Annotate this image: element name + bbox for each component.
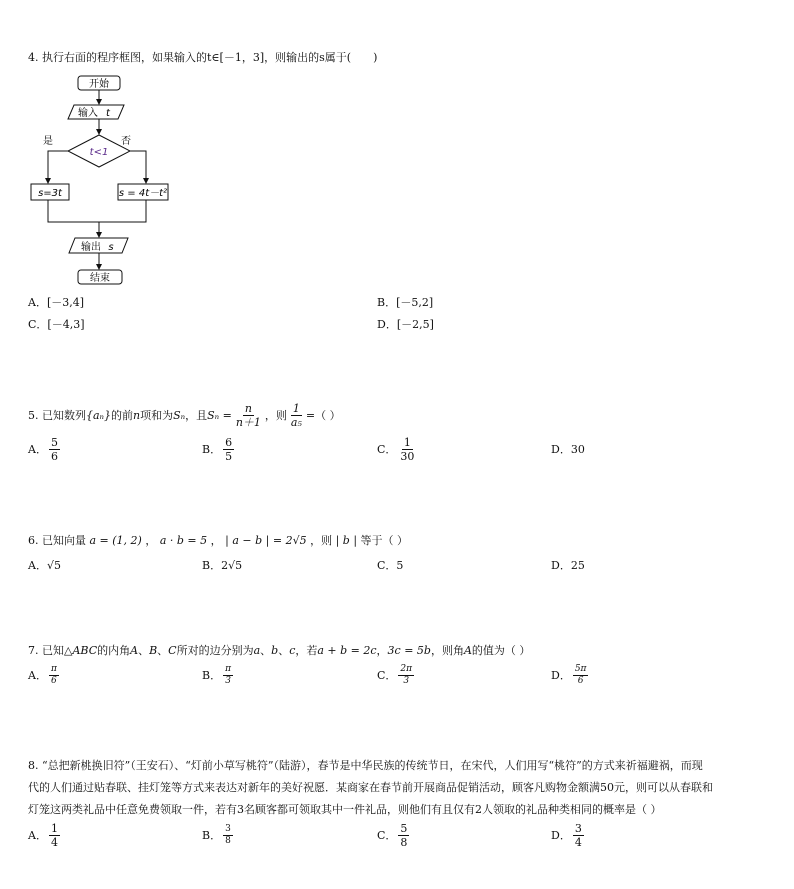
frac-num: 1 xyxy=(50,821,58,835)
q6-sep2: ， xyxy=(210,534,222,547)
q7-stem xyxy=(28,642,530,658)
flow-output-var: s xyxy=(108,242,114,253)
option-text: 25 xyxy=(570,559,585,572)
frac-den: 6 xyxy=(50,449,58,463)
q5-frac-den: n＋1 xyxy=(235,415,261,429)
option-text: [－4,3] xyxy=(47,318,85,331)
q5-mid2: 项和为 xyxy=(140,409,174,422)
flow-input-var: t xyxy=(106,108,110,119)
frac-num: π xyxy=(50,663,57,674)
option-label: C． xyxy=(377,829,397,842)
q6-absdiff: | a − b | = 2√5 xyxy=(225,534,307,547)
flow-output-text: 输出 xyxy=(81,242,101,253)
q5-sn: Sₙ xyxy=(173,408,186,422)
option-label: C． xyxy=(28,318,48,331)
option-text: √5 xyxy=(46,559,61,572)
q5-frac-num: n xyxy=(244,401,252,415)
q8-option-a[interactable] xyxy=(28,820,62,850)
option-fraction xyxy=(223,665,233,686)
option-label: D． xyxy=(377,318,397,331)
flow-decision-text: t<1 xyxy=(89,147,109,158)
option-fraction xyxy=(49,823,60,848)
q6-option-b[interactable] xyxy=(202,557,242,573)
q6-sep: ， xyxy=(145,534,157,547)
frac-den: 8 xyxy=(400,835,408,849)
q7-C: C xyxy=(168,644,177,657)
option-label: B． xyxy=(202,559,222,572)
q7-d5: ， xyxy=(376,644,388,657)
q7-eq1: a + b = 2c xyxy=(317,644,377,657)
q7-stem-f: 的值为（ ） xyxy=(471,644,531,657)
frac-num: 1 xyxy=(403,435,411,449)
option-label: A． xyxy=(28,669,47,682)
q6-absb: | b | xyxy=(335,534,358,547)
frac-den: 30 xyxy=(400,449,415,463)
q7-tri: △ABC xyxy=(64,644,98,657)
flow-input-text: 输入 xyxy=(78,108,98,119)
q6-stem-a: 6. 已知向量 xyxy=(28,534,86,547)
option-label: D． xyxy=(551,443,571,456)
q8-line-3: 灯笼这两类礼品中任意免费领取一件，若有3名顾客都可领取其中一件礼品，则他们有且仅有2人领取的礼品种类相同的概率是（ ） xyxy=(28,803,662,816)
q7-eq2: 3c = 5b xyxy=(387,644,431,657)
frac-num: 5 xyxy=(50,435,58,449)
flow-yes-label: 是 xyxy=(43,136,53,147)
option-fraction xyxy=(223,437,234,462)
option-text: 30 xyxy=(570,442,585,456)
option-label: B． xyxy=(202,829,222,842)
q7-d3: 、 xyxy=(260,644,272,657)
option-label: A． xyxy=(28,559,47,572)
q7-b: b xyxy=(271,644,279,657)
q8-line-1: 8. “总把新桃换旧符”（王安石）、“灯前小草写桃符”（陆游），春节是中华民族的传统节日，在宋代，人们用写“桃符”的方式来祈福避祸，而现 xyxy=(28,759,703,772)
option-text: [－3,4] xyxy=(46,296,85,309)
option-text: 2√5 xyxy=(221,559,243,572)
q5-option-b[interactable] xyxy=(202,434,236,464)
q6-option-a[interactable] xyxy=(28,557,61,573)
q5-stem xyxy=(28,400,341,430)
q7-d4: 、 xyxy=(278,644,290,657)
q4-flowchart xyxy=(28,72,188,292)
q7-stem-b: 的内角 xyxy=(97,644,131,657)
option-text: [－2,5] xyxy=(396,318,434,331)
q5-n: n xyxy=(133,408,141,422)
flow-start-text: 开始 xyxy=(89,79,109,90)
q7-a: a xyxy=(253,644,261,657)
q7-A: A xyxy=(130,644,139,657)
q4-option-d[interactable] xyxy=(377,316,434,332)
frac-num: 6 xyxy=(225,435,233,449)
q4-option-a[interactable] xyxy=(28,294,84,310)
frac-num: 3 xyxy=(225,823,231,834)
frac-den: 8 xyxy=(225,835,231,846)
flow-right-text: s = 4t－t² xyxy=(118,188,168,199)
q6-stem xyxy=(28,532,408,548)
frac-den: 5 xyxy=(225,449,233,463)
q6-tail2: 等于（ ） xyxy=(360,534,409,547)
flow-left-text: s=3t xyxy=(38,188,62,199)
option-fraction xyxy=(398,437,416,462)
frac-den: 6 xyxy=(51,675,57,686)
option-label: A． xyxy=(28,296,47,309)
frac-num: π xyxy=(225,663,232,674)
option-label: D． xyxy=(551,559,571,572)
q6-option-c[interactable] xyxy=(377,557,403,573)
option-text: 5 xyxy=(396,559,404,572)
option-label: A． xyxy=(28,829,47,842)
option-fraction xyxy=(573,665,589,686)
q4-option-b[interactable] xyxy=(377,294,433,310)
option-text: [－5,2] xyxy=(396,296,434,309)
q5-option-d[interactable] xyxy=(551,434,585,464)
q5-frac2-num: 1 xyxy=(292,401,300,415)
option-fraction xyxy=(398,823,409,848)
q6-vec-a: a = (1, 2) xyxy=(89,534,142,547)
option-fraction xyxy=(223,825,233,846)
option-label: D． xyxy=(551,829,571,842)
frac-den: 4 xyxy=(50,835,58,849)
q5-suffix: =（ ） xyxy=(305,409,341,422)
q5-mid3: ，且 xyxy=(185,409,208,422)
q7-option-d[interactable] xyxy=(551,660,590,690)
q5-mid4: ，则 xyxy=(264,409,287,422)
q7-B: B xyxy=(149,644,158,657)
option-label: B． xyxy=(377,296,397,309)
q7-A2: A xyxy=(463,644,472,657)
q7-stem-c: 所对的边分别为 xyxy=(176,644,254,657)
q8-line-2: 代的人们通过贴春联、挂灯笼等方式来表达对新年的美好祝愿．某商家在春节前开展商品促销活动，顾客凡购物金额满50元，则可以从春联和 xyxy=(28,781,713,794)
frac-num: 5 xyxy=(400,821,408,835)
option-label: B． xyxy=(202,669,222,682)
q7-option-a[interactable] xyxy=(28,660,61,690)
flow-end-text: 结束 xyxy=(90,273,110,284)
option-label: C． xyxy=(377,559,397,572)
option-label: A． xyxy=(28,443,47,456)
q5-sn-eq: Sₙ = xyxy=(207,408,232,422)
q8-option-d[interactable] xyxy=(551,820,586,850)
option-fraction xyxy=(49,437,60,462)
frac-den: 3 xyxy=(225,675,231,686)
option-fraction xyxy=(398,665,414,686)
q7-option-b[interactable] xyxy=(202,660,235,690)
option-fraction xyxy=(573,823,584,848)
frac-num: 5π xyxy=(574,663,587,674)
flow-no-label: 否 xyxy=(121,136,131,147)
q7-d2: 、 xyxy=(157,644,169,657)
frac-den: 3 xyxy=(403,675,410,686)
option-label: D． xyxy=(551,669,571,682)
q4-option-c[interactable] xyxy=(28,316,85,332)
q5-prefix: 5. 已知数列 xyxy=(28,409,86,422)
q5-fraction xyxy=(234,403,263,428)
frac-num: 3 xyxy=(574,821,582,835)
q5-option-c[interactable] xyxy=(377,434,418,464)
q5-fraction2 xyxy=(289,403,304,428)
q7-stem-e: ，则角 xyxy=(430,644,464,657)
option-label: C． xyxy=(377,443,397,456)
q8-option-b[interactable] xyxy=(202,820,235,850)
frac-den: 6 xyxy=(577,675,584,686)
q5-mid1: 的前 xyxy=(111,409,134,422)
q7-d1: 、 xyxy=(138,644,150,657)
q6-option-d[interactable] xyxy=(551,557,585,573)
q7-stem-d: ，若 xyxy=(295,644,318,657)
q7-option-c[interactable] xyxy=(377,660,416,690)
option-fraction xyxy=(49,665,59,686)
q7-stem-a: 7. 已知 xyxy=(28,644,64,657)
option-label: B． xyxy=(202,443,222,456)
q6-dot: a · b = 5 xyxy=(159,534,208,547)
q6-tail1: ，则 xyxy=(310,534,333,547)
q7-c: c xyxy=(289,644,296,657)
option-label: C． xyxy=(377,669,397,682)
frac-num: 2π xyxy=(400,663,413,674)
q5-frac2-den: a₅ xyxy=(290,415,302,429)
q5-seq: {aₙ} xyxy=(86,408,112,422)
q8-option-c[interactable] xyxy=(377,820,411,850)
frac-den: 4 xyxy=(574,835,582,849)
q4-stem: 4. 执行右面的程序框图，如果输入的t∈[－1，3]，则输出的s属于( ) xyxy=(28,51,378,64)
q5-option-a[interactable] xyxy=(28,434,62,464)
